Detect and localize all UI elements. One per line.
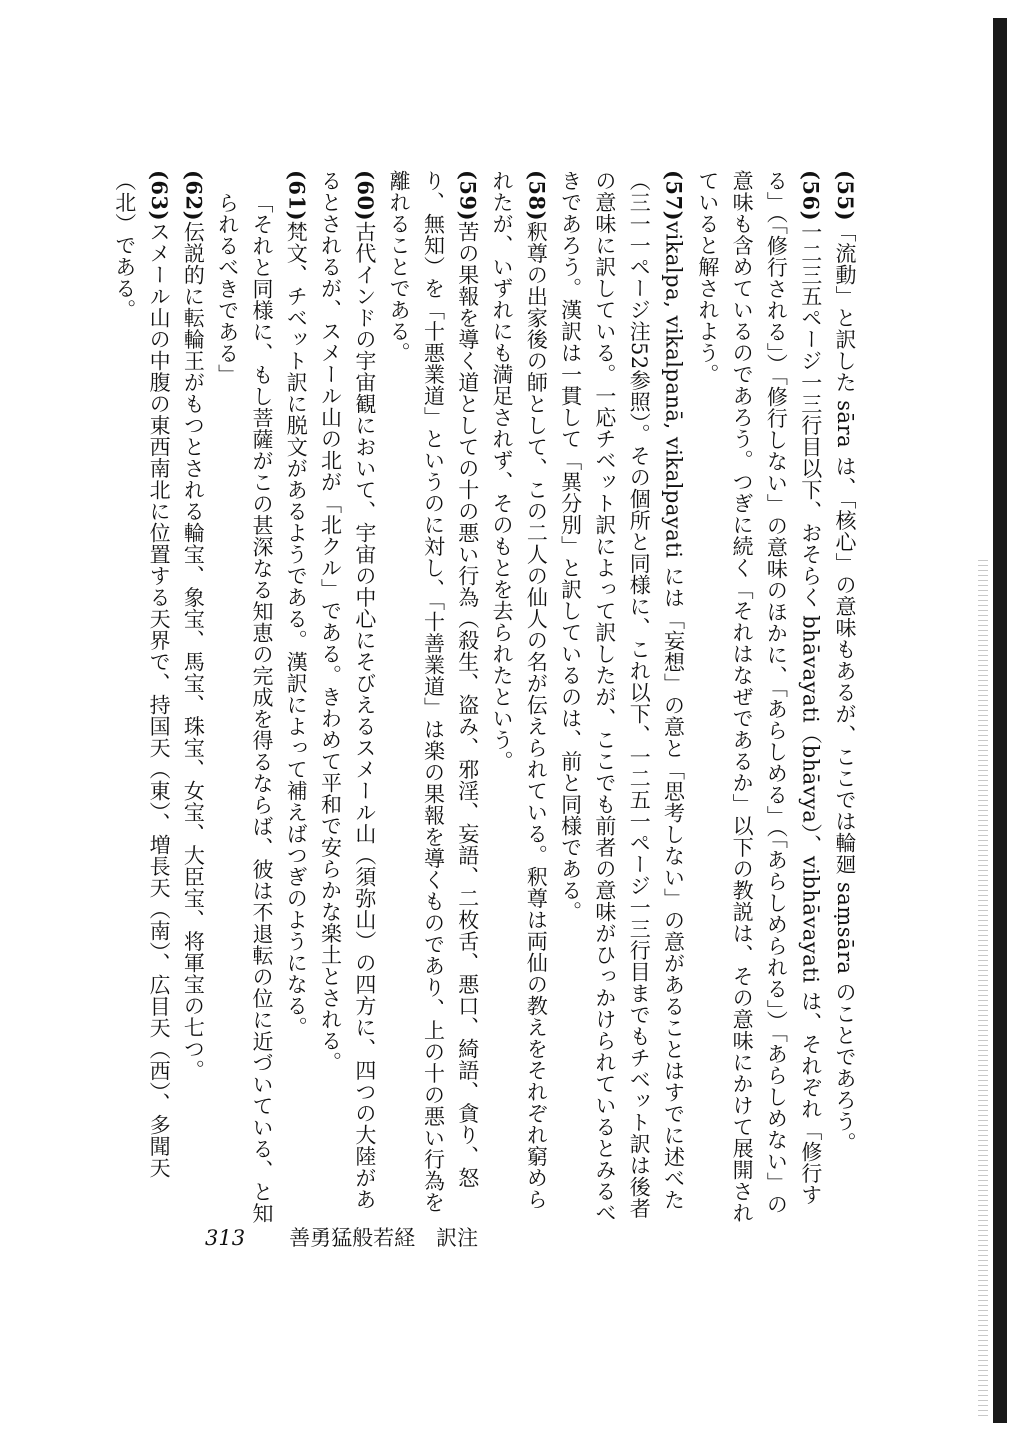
- note-number: (57): [661, 170, 687, 222]
- note-number: (56): [798, 170, 824, 222]
- note-number: (58): [524, 170, 550, 222]
- note-text: 釈尊の出家後の師として、この二人の仙人の名が伝えられている。釈尊は両仙の教えをそれぞれ窮められたが、いずれにも満足されず、そのもとを去られたという。: [490, 170, 549, 1211]
- note-60: [313, 170, 382, 1230]
- note-55: [828, 170, 862, 1230]
- note-number: (59): [455, 170, 481, 222]
- note-text: 一二三五ページ一三行目以下、おそらく bhāvayati（bhāvya）、vibhāvayati は、それぞれ「修行する」（「修行される」）「修行しない」の意味のほかに、「あらしめる」（「あらしめられる」）「あらしめない」の意味も含めているのであろう。つぎに続く「それはなぜであるか」以下の教説は、その意味にかけて展開されていると解されよう。: [695, 170, 823, 1224]
- note-text: 古代インドの宇宙観において、宇宙の中心にそびえるスメール山（須弥山）の四方に、四つの大陸があるとされるが、スメール山の北が「北クル」である。きわめて平和で安らかな楽土とされる。: [318, 170, 377, 1211]
- note-57: [553, 170, 690, 1230]
- note-number: (63): [147, 170, 173, 222]
- notes-body: [112, 170, 862, 1230]
- note-number: (61): [284, 170, 310, 222]
- note-text: 伝説的に転輪王がもつとされる輪宝、象宝、馬宝、珠宝、女宝、大臣宝、将軍宝の七つ。: [181, 221, 206, 1082]
- note-58: [485, 170, 554, 1230]
- note-number: (60): [352, 170, 378, 222]
- running-title: 善勇猛般若経 訳注: [289, 1226, 479, 1250]
- note-59: [382, 170, 485, 1230]
- note-quote: 「それと同様に、もし菩薩がこの甚深なる知恵の完成を得るならば、彼は不退転の位に近づいている、と知られるべきである」: [215, 192, 274, 1224]
- note-63: [107, 170, 176, 1230]
- scan-edge-shadow: [993, 18, 1007, 1423]
- note-number: (55): [833, 170, 858, 222]
- note-62: [176, 170, 210, 1230]
- scan-edge-noise: [978, 560, 988, 1420]
- page-footer: [205, 1222, 478, 1252]
- note-text: vikalpa, vikalpanā, vikalpayati には「妄想」の意と「思考しない」の意があることはすでに述べた（三一一ページ注52参照）。その個所と同様に、これ以下、一二五一ページ一三行目までもチベット訳は後者の意味に訳している。一応チベット訳によって訳したが、ここでも前者の意味がひっかけられているとみるべきであろう。漢訳は一貫して「異分別」と訳しているのは、前と同様である。: [558, 170, 686, 1224]
- note-56: [691, 170, 828, 1230]
- note-number: (62): [181, 170, 207, 222]
- note-text: 梵文、チベット訳に脱文があるようである。漢訳によって補えばつぎのようになる。: [284, 221, 309, 1039]
- note-text: 苦の果報を導く道としての十の悪い行為（殺生、盗み、邪淫、妄語、二枚舌、悪口、綺語、貪り、怒り、無知）を「十悪業道」というのに対し、「十善業道」は楽の果報を導くものであり、上の十の悪い行為を離れることである。: [387, 170, 480, 1213]
- note-text: スメール山の中腹の東西南北に位置する天界で、持国天（東）、増長天（南）、広目天（西）、多聞天（北）である。: [112, 170, 172, 1179]
- note-61: [210, 170, 313, 1230]
- note-text: 「流動」と訳した sāra は、「核心」の意味もあるが、ここでは輪廻 saṃsāra のことであろう。: [833, 221, 857, 1154]
- page-number: 313: [205, 1226, 246, 1250]
